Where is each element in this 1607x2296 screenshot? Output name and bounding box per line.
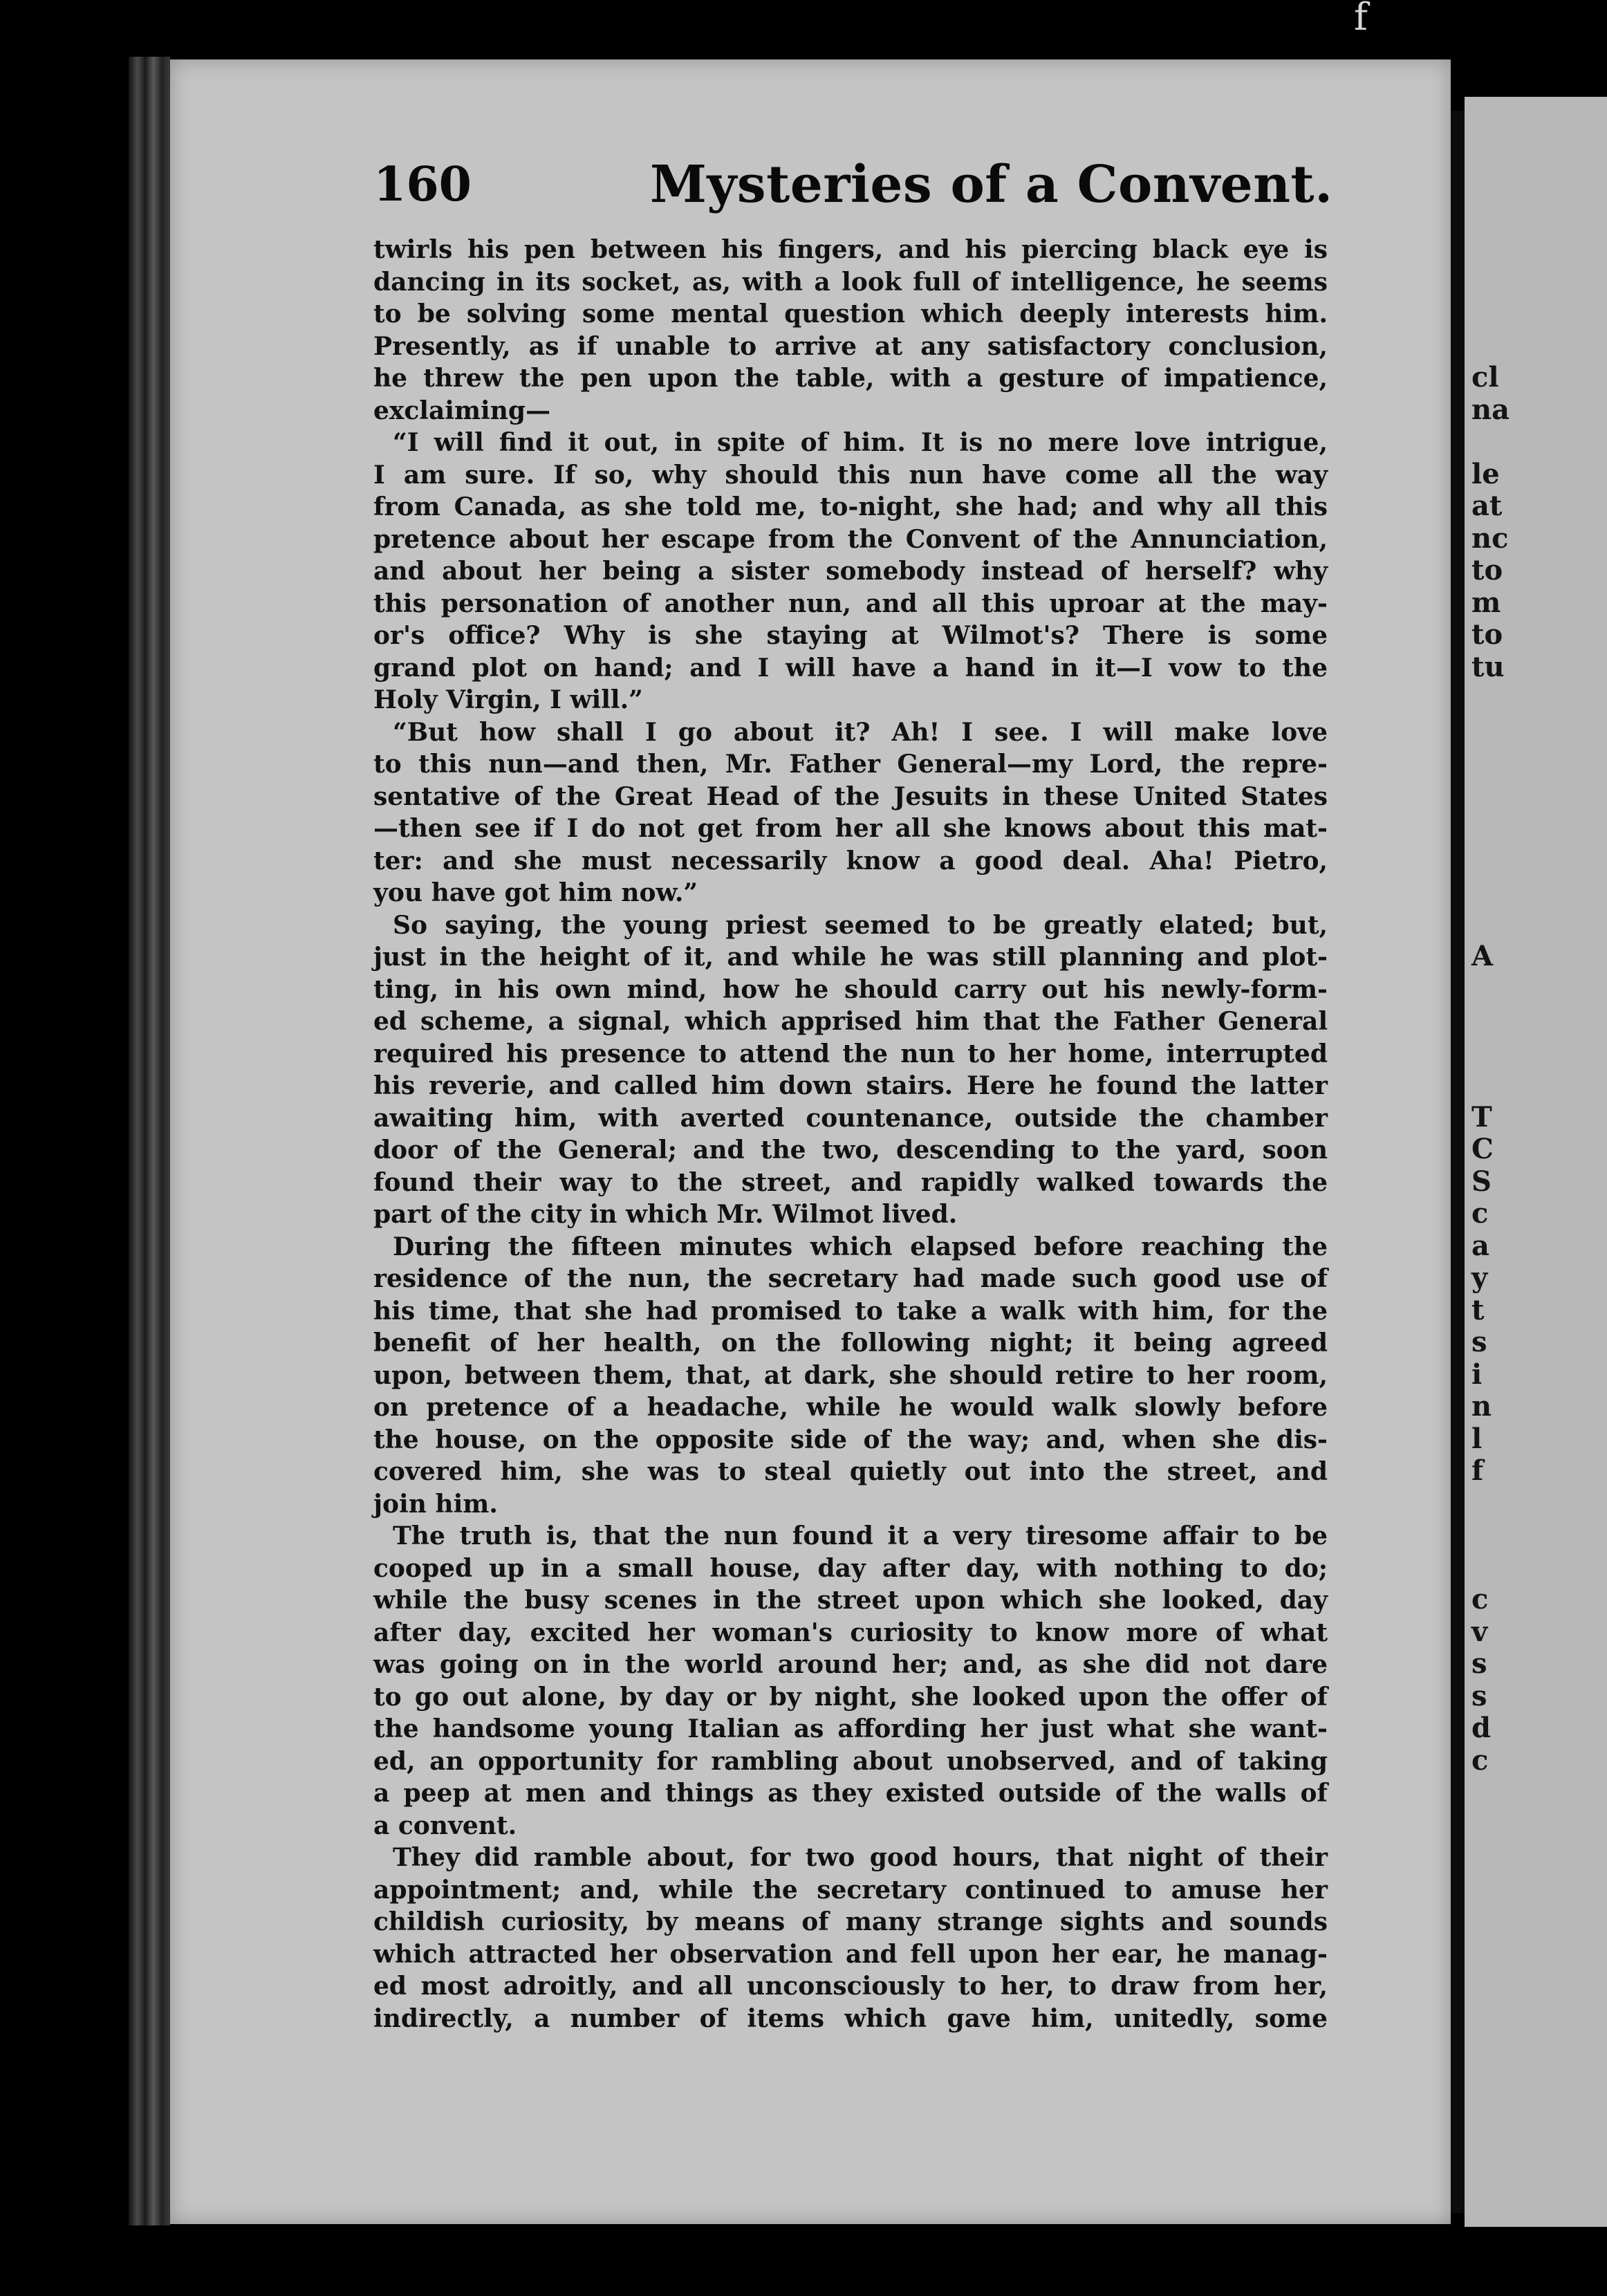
text-line: to go out alone, by day or by night, she looked upon the offer of (373, 1682, 1328, 1712)
facing-page-fragment: le (1471, 457, 1500, 490)
text-line: ed scheme, a signal, which apprised him that the Father General (373, 1007, 1328, 1036)
facing-page-fragment: at (1471, 490, 1503, 522)
text-line: cooped up in a small house, day after day, with nothing to do; (373, 1553, 1328, 1583)
text-line: So saying, the young priest seemed to be greatly elated; but, (393, 910, 1328, 940)
text-line: from Canada, as she told me, to-night, she had; and why all this (373, 492, 1328, 521)
text-line: I am sure. If so, why should this nun have come all the way (373, 460, 1328, 490)
text-line: ting, in his own mind, how he should carry out his newly-form- (373, 974, 1328, 1004)
text-line: Presently, as if unable to arrive at any satisfactory conclusion, (373, 331, 1328, 361)
text-line: Holy Virgin, I will.” (373, 685, 643, 714)
text-line: dancing in its socket, as, with a look full of intelligence, he seems (373, 267, 1328, 297)
text-line: this personation of another nun, and all this uproar at the may- (373, 589, 1328, 618)
facing-page-fragment: nc (1471, 521, 1509, 555)
text-line: just in the height of it, and while he was still planning and plot- (373, 943, 1328, 972)
page-header (373, 147, 1341, 223)
facing-page-fragment: s (1471, 1326, 1487, 1358)
text-line: benefit of her health, on the following night; it being agreed (373, 1328, 1328, 1358)
text-line: the house, on the opposite side of the way; and, when she dis- (373, 1425, 1328, 1454)
facing-page-fragment: tu (1471, 650, 1505, 683)
facing-page-fragment: n (1471, 1390, 1492, 1423)
text-line: door of the General; and the two, descending to the yard, soon (373, 1136, 1328, 1165)
body-text (373, 234, 1328, 2033)
facing-page-fragment: y (1471, 1261, 1488, 1294)
text-line: “I will find it out, in spite of him. It is no mere love intrigue, (393, 428, 1328, 457)
facing-page-fragment: c (1471, 1583, 1489, 1615)
text-line: found their way to the street, and rapidly walked towards the (373, 1167, 1328, 1197)
facing-page-fragment: to (1471, 618, 1503, 651)
text-line: ed, an opportunity for rambling about unobserved, and of taking (373, 1746, 1328, 1776)
text-line: awaiting him, with averted countenance, outside the chamber (373, 1103, 1328, 1133)
facing-page-edge (1465, 97, 1607, 2227)
page-gutter (1451, 111, 1465, 2213)
text-line: grand plot on hand; and I will have a hand in it—I vow to the (373, 653, 1328, 683)
text-line: residence of the nun, the secretary had made such good use of (373, 1264, 1328, 1293)
book-spine (129, 57, 170, 2225)
facing-page-fragment: C (1471, 1133, 1494, 1165)
text-line: a convent. (373, 1811, 517, 1840)
text-line: sentative of the Great Head of the Jesuits in these United States (373, 781, 1328, 811)
text-line: upon, between them, that, at dark, she should retire to her room, (373, 1360, 1328, 1390)
text-line: pretence about her escape from the Convent of the Annunciation, (373, 524, 1328, 554)
facing-page-fragment: na (1471, 393, 1510, 426)
text-line: The truth is, that the nun found it a very tiresome affair to be (393, 1521, 1328, 1550)
text-line: his time, that she had promised to take a walk with him, for the (373, 1296, 1328, 1326)
text-line: and about her being a sister somebody instead of herself? why (373, 557, 1328, 586)
facing-page-fragment: t (1471, 1293, 1485, 1326)
text-line: ter: and she must necessarily know a good deal. Aha! Pietro, (373, 846, 1328, 876)
text-line: They did ramble about, for two good hours, that night of their (393, 1843, 1328, 1872)
text-line: to be solving some mental question which deeply interests him. (373, 299, 1328, 328)
text-line: required his presence to attend the nun to her home, interrupted (373, 1039, 1328, 1068)
text-line: you have got him now.” (373, 878, 698, 907)
facing-page-fragment: S (1471, 1165, 1492, 1198)
text-line: to this nun—and then, Mr. Father General—my Lord, the repre- (373, 750, 1328, 779)
facing-page-fragment: c (1471, 1197, 1489, 1230)
text-line: while the busy scenes in the street upon which she looked, day (373, 1586, 1328, 1615)
text-line: appointment; and, while the secretary continued to amuse her (373, 1875, 1328, 1905)
text-line: which attracted her observation and fell upon her ear, he manag- (373, 1939, 1328, 1969)
facing-page-fragment: A (1471, 940, 1494, 972)
facing-page-fragment: s (1471, 1679, 1487, 1712)
text-line: his reverie, and called him down stairs. Here he found the latter (373, 1071, 1328, 1100)
text-line: part of the city in which Mr. Wilmot lived. (373, 1200, 958, 1229)
text-line: covered him, she was to steal quietly out into the street, and (373, 1457, 1328, 1486)
corner-mark: f (1354, 0, 1368, 39)
running-title: Mysteries of a Convent. (650, 155, 1333, 214)
text-line: after day, excited her woman's curiosity to know more of what (373, 1618, 1328, 1647)
text-line: he threw the pen upon the table, with a gesture of impatience, (373, 364, 1328, 393)
text-line: a peep at men and things as they existed outside of the walls of (373, 1779, 1328, 1808)
text-line: was going on in the world around her; and, as she did not dare (373, 1650, 1328, 1679)
facing-page-fragment: f (1471, 1454, 1484, 1487)
facing-page-fragment: c (1471, 1743, 1489, 1777)
text-line: or's office? Why is she staying at Wilmot's? There is some (373, 621, 1328, 650)
facing-page-fragment: d (1471, 1712, 1491, 1744)
text-line: “But how shall I go about it? Ah! I see. I will make love (393, 717, 1328, 747)
text-line: —then see if I do not get from her all she knows about this mat- (373, 814, 1328, 843)
facing-page-fragment: T (1471, 1100, 1492, 1133)
text-line: join him. (373, 1489, 498, 1519)
facing-page-fragment: cl (1471, 361, 1499, 394)
text-line: on pretence of a headache, while he would walk slowly before (373, 1393, 1328, 1422)
text-line: twirls his pen between his fingers, and his piercing black eye is (373, 235, 1328, 264)
text-line: childish curiosity, by means of many strange sights and sounds (373, 1907, 1328, 1936)
facing-page-fragment: v (1471, 1615, 1488, 1648)
page-number: 160 (373, 157, 472, 212)
facing-page-fragment: to (1471, 554, 1503, 586)
text-line: indirectly, a number of items which gave him, unitedly, some (373, 2003, 1328, 2033)
text-line: During the fifteen minutes which elapsed before reaching the (393, 1232, 1328, 1261)
text-line: ed most adroitly, and all unconsciously to her, to draw from her, (373, 1972, 1328, 2001)
facing-page-fragment: a (1471, 1229, 1489, 1262)
facing-page-fragment: s (1471, 1647, 1487, 1680)
facing-page-fragment: m (1471, 586, 1501, 619)
facing-page-fragment: i (1471, 1358, 1483, 1391)
text-line: the handsome young Italian as affording her just what she want- (373, 1714, 1328, 1743)
facing-page-fragment: l (1471, 1422, 1483, 1455)
text-line: exclaiming— (373, 396, 551, 425)
